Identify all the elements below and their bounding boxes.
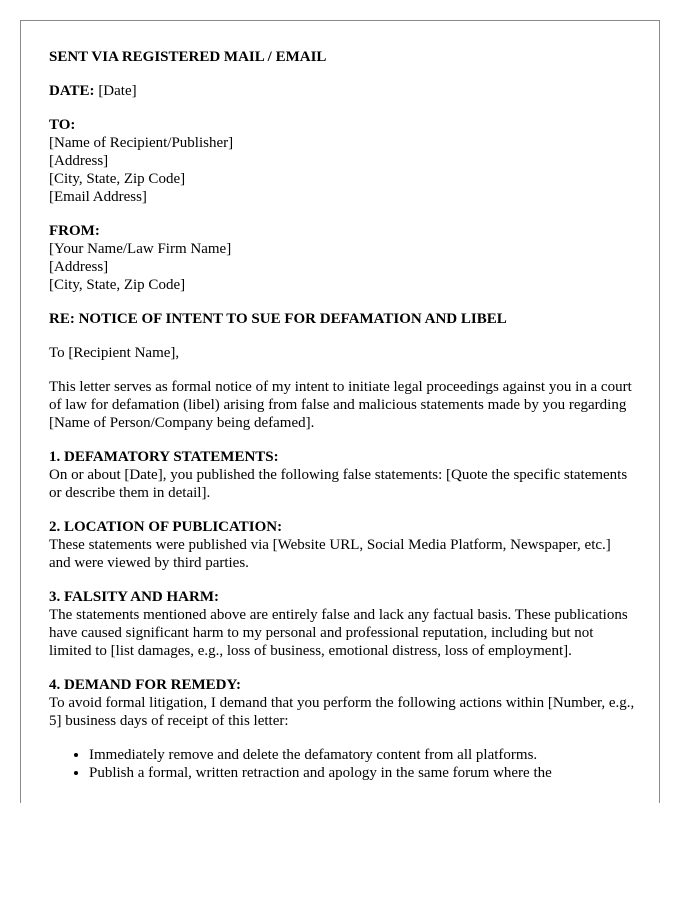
section-heading: 2. LOCATION OF PUBLICATION: — [49, 519, 283, 535]
subject-line: RE: NOTICE OF INTENT TO SUE FOR DEFAMATION AND LIBEL — [49, 311, 507, 327]
remedy-list — [49, 746, 635, 782]
recipient-name: [Name of Recipient/Publisher] — [49, 135, 234, 151]
date-label: DATE: — [49, 83, 95, 99]
salutation: To [Recipient Name], — [49, 345, 180, 361]
section-body: To avoid formal litigation, I demand that you perform the following actions within [Number, e.g., 5] business days of receipt of this letter: — [49, 695, 635, 729]
sender-name: [Your Name/Law Firm Name] — [49, 241, 232, 257]
sender-block — [49, 222, 635, 294]
section-defamatory-statements — [49, 448, 635, 502]
recipient-address: [Address] — [49, 153, 109, 169]
letter-content — [49, 48, 635, 782]
section-demand-for-remedy — [49, 676, 635, 730]
recipient-city: [City, State, Zip Code] — [49, 171, 186, 187]
date-line — [49, 82, 635, 100]
list-item: • Publish a formal, written retraction and apology in the same forum where the — [89, 764, 635, 782]
recipient-email: [Email Address] — [49, 189, 147, 205]
letter-page — [20, 20, 660, 803]
list-item: • Immediately remove and delete the defamatory content from all platforms. — [89, 746, 635, 764]
section-location-of-publication — [49, 518, 635, 572]
section-heading: 4. DEMAND FOR REMEDY: — [49, 677, 241, 693]
from-label: FROM: — [49, 223, 100, 239]
section-falsity-and-harm — [49, 588, 635, 660]
sender-city: [City, State, Zip Code] — [49, 277, 186, 293]
section-body: The statements mentioned above are entirely false and lack any factual basis. These publications have caused significant harm to my personal and professional reputation, including but not limited to [list damages, e.g., loss of business, emotional distress, loss of employment]. — [49, 607, 628, 659]
to-label: TO: — [49, 117, 76, 133]
date-value: [Date] — [98, 83, 137, 99]
section-body: On or about [Date], you published the following false statements: [Quote the specific statements or describe them in detail]. — [49, 467, 628, 501]
recipient-block — [49, 116, 635, 206]
section-heading: 3. FALSITY AND HARM: — [49, 589, 220, 605]
section-body: These statements were published via [Website URL, Social Media Platform, Newspaper, etc.] and were viewed by third parties. — [49, 537, 611, 571]
delivery-method: SENT VIA REGISTERED MAIL / EMAIL — [49, 49, 327, 65]
intro-paragraph: This letter serves as formal notice of my intent to initiate legal proceedings against you in a court of law for defamation (libel) arising from false and malicious statements made by you regarding [Name of Person/Company being defamed]. — [49, 379, 632, 431]
section-heading: 1. DEFAMATORY STATEMENTS: — [49, 449, 279, 465]
sender-address: [Address] — [49, 259, 109, 275]
